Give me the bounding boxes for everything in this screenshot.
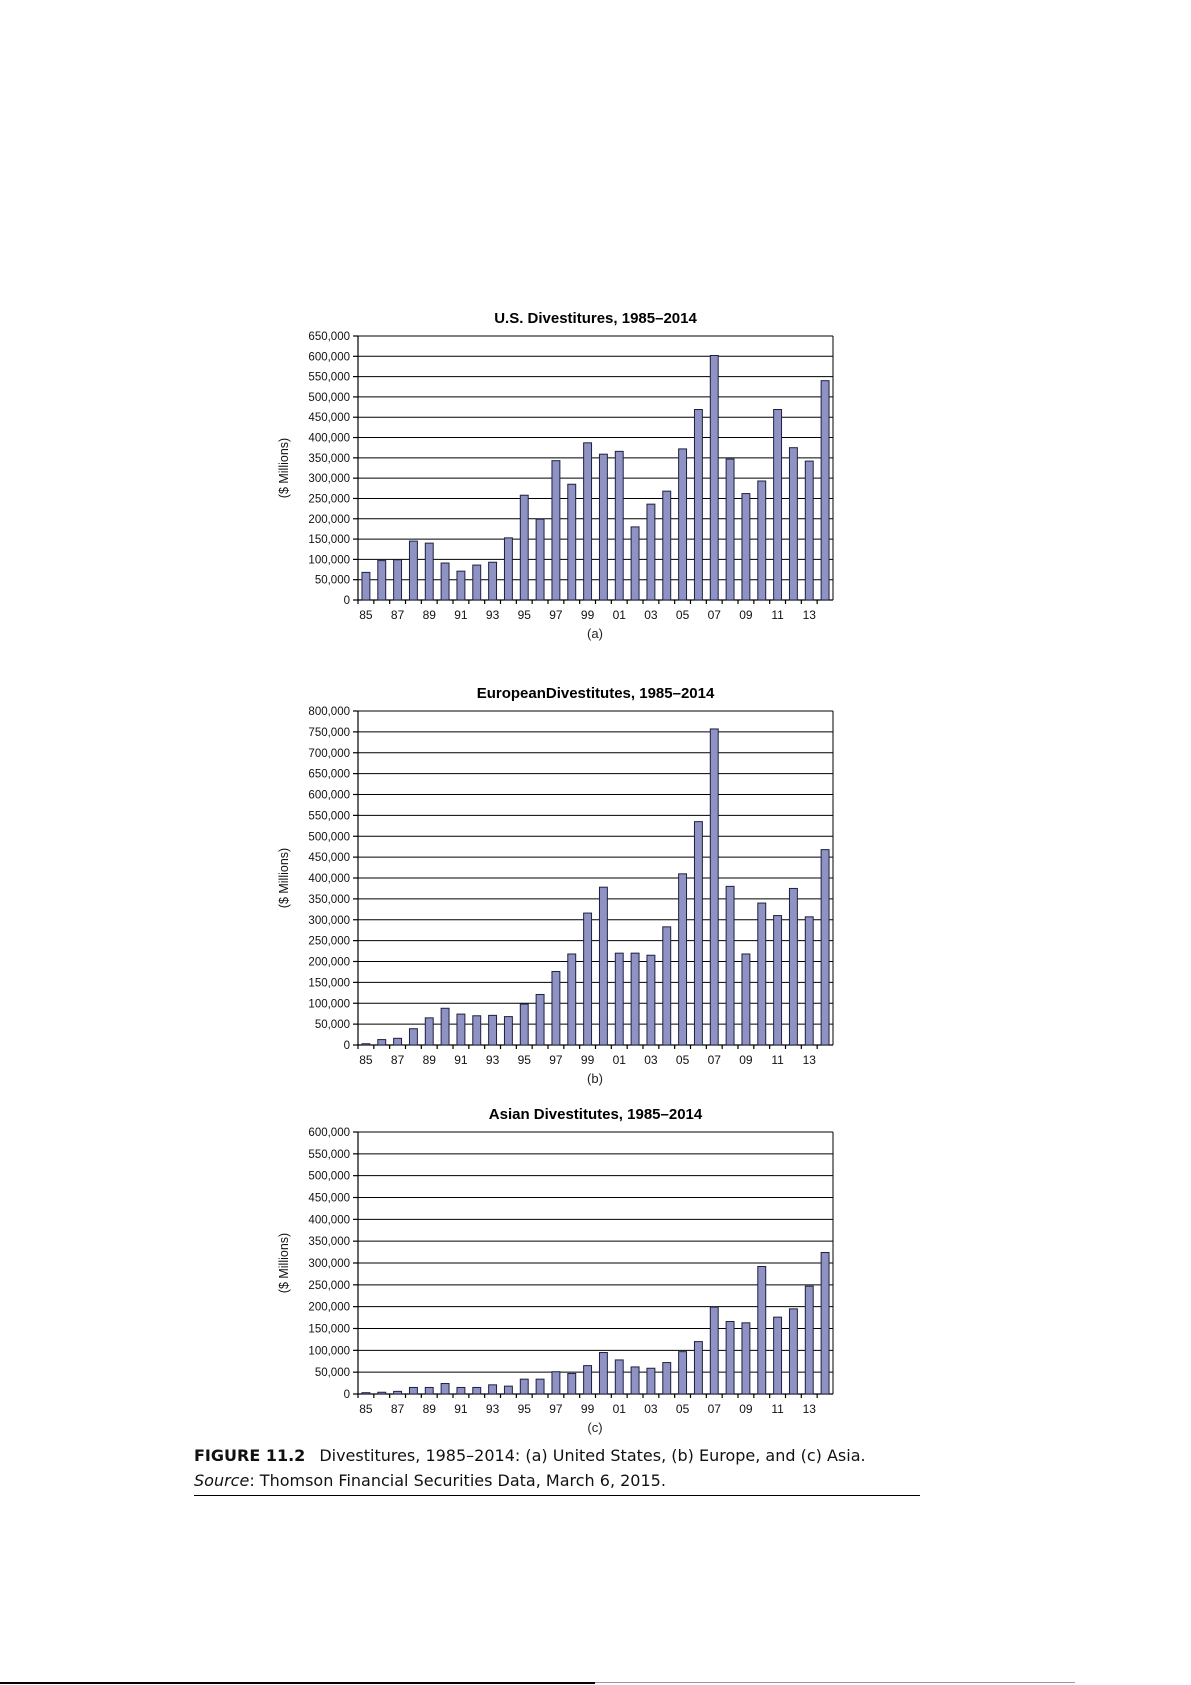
y-tick-label: 800,000 — [308, 706, 350, 718]
x-tick-label: 85 — [359, 608, 373, 622]
y-tick-label: 350,000 — [308, 1236, 350, 1249]
y-tick-label: 250,000 — [308, 935, 350, 948]
x-tick-label: 09 — [739, 608, 753, 622]
bar-98 — [568, 1373, 576, 1394]
bar-90 — [441, 1008, 449, 1045]
x-tick-label: 03 — [644, 1402, 658, 1416]
chart-title: U.S. Divestitures, 1985–2014 — [494, 310, 697, 327]
us-divestitures-chart — [0, 300, 1191, 680]
x-tick-label: 13 — [802, 608, 816, 622]
x-tick-label: 05 — [675, 1053, 690, 1067]
bar-02 — [631, 1367, 639, 1394]
bar-87 — [394, 1391, 402, 1394]
y-tick-label: 0 — [343, 595, 350, 607]
bar-92 — [473, 1387, 481, 1394]
x-tick-label: 87 — [390, 1402, 405, 1416]
bar-99 — [584, 913, 592, 1045]
chart-title: EuropeanDivestitutes, 1985–2014 — [476, 685, 715, 702]
x-tick-label: 11 — [771, 1053, 784, 1067]
bar-97 — [552, 972, 560, 1045]
x-tick-label: 91 — [454, 1402, 468, 1416]
y-tick-label: 700,000 — [308, 747, 350, 760]
bar-97 — [552, 1372, 560, 1394]
x-tick-label: 93 — [485, 608, 500, 622]
bar-93 — [489, 1015, 497, 1045]
bar-95 — [520, 1004, 528, 1045]
bar-91 — [457, 1014, 465, 1045]
bar-00 — [599, 887, 607, 1045]
bar-05 — [679, 874, 687, 1045]
bar-12 — [789, 888, 797, 1045]
bar-98 — [568, 954, 576, 1045]
x-tick-label: 07 — [707, 1053, 721, 1067]
x-tick-label: 91 — [454, 608, 468, 622]
bar-01 — [615, 1360, 623, 1394]
asian-divestitures-chart — [0, 1108, 1191, 1468]
bar-99 — [584, 443, 592, 600]
y-tick-label: 300,000 — [308, 1258, 350, 1270]
y-tick-label: 400,000 — [308, 873, 350, 885]
x-tick-label: 93 — [485, 1402, 500, 1416]
y-tick-label: 450,000 — [308, 1192, 350, 1205]
source-text: : Thomson Financial Securities Data, March 6, 2015. — [249, 1471, 666, 1490]
y-tick-label: 150,000 — [308, 1323, 350, 1336]
bar-06 — [694, 822, 702, 1045]
bar-07 — [710, 355, 718, 600]
bar-96 — [536, 994, 544, 1045]
x-tick-label: 85 — [359, 1402, 373, 1416]
bar-91 — [457, 1387, 465, 1394]
bar-02 — [631, 953, 639, 1045]
bar-90 — [441, 1384, 449, 1394]
bar-07 — [710, 729, 718, 1045]
bar-98 — [568, 484, 576, 600]
y-tick-label: 400,000 — [308, 432, 350, 445]
x-tick-label: 03 — [644, 608, 658, 622]
x-tick-label: 13 — [802, 1402, 816, 1416]
y-tick-label: 450,000 — [308, 412, 350, 425]
y-axis-label: ($ Millions) — [277, 1232, 291, 1294]
bar-94 — [504, 1017, 512, 1045]
x-tick-label: 11 — [771, 608, 784, 622]
y-tick-label: 200,000 — [308, 513, 350, 526]
caption-rule — [194, 1495, 920, 1496]
y-tick-label: 0 — [343, 1389, 350, 1401]
x-tick-label: 89 — [422, 1053, 436, 1067]
panel-label: (a) — [587, 626, 603, 641]
bar-04 — [663, 1363, 671, 1394]
source-label: Source — [194, 1471, 250, 1490]
bar-09 — [742, 494, 750, 600]
y-tick-label: 350,000 — [308, 452, 350, 465]
x-tick-label: 91 — [454, 1053, 468, 1067]
bar-97 — [552, 461, 560, 600]
y-tick-label: 350,000 — [308, 893, 350, 906]
y-tick-label: 300,000 — [308, 473, 350, 486]
y-tick-label: 400,000 — [308, 1214, 350, 1227]
x-tick-label: 93 — [485, 1053, 500, 1067]
bar-00 — [599, 454, 607, 600]
y-tick-label: 600,000 — [308, 789, 350, 802]
x-tick-label: 09 — [739, 1053, 753, 1067]
y-tick-label: 550,000 — [308, 371, 350, 384]
y-tick-label: 200,000 — [308, 956, 350, 969]
bar-85 — [362, 572, 370, 600]
source-line — [194, 1468, 924, 1493]
x-tick-label: 89 — [422, 1402, 436, 1416]
bar-01 — [615, 953, 623, 1045]
bar-09 — [742, 954, 750, 1045]
y-tick-label: 0 — [343, 1040, 350, 1052]
bar-11 — [774, 410, 782, 600]
y-tick-label: 100,000 — [308, 1345, 350, 1358]
x-tick-label: 87 — [390, 608, 405, 622]
figure-caption — [194, 1443, 924, 1493]
x-tick-label: 95 — [517, 1053, 531, 1067]
bar-12 — [789, 448, 797, 600]
x-tick-label: 05 — [675, 608, 690, 622]
bar-88 — [409, 1029, 417, 1045]
bar-91 — [457, 571, 465, 600]
bar-13 — [805, 1286, 813, 1394]
figure-label: FIGURE 11.2 — [194, 1446, 306, 1465]
bar-95 — [520, 495, 528, 600]
bar-03 — [647, 504, 655, 600]
panel-label: (b) — [587, 1071, 603, 1086]
bar-93 — [489, 562, 497, 600]
bar-08 — [726, 1322, 734, 1394]
bar-92 — [473, 565, 481, 600]
bar-86 — [378, 561, 386, 600]
x-tick-label: 97 — [549, 608, 563, 622]
bar-88 — [409, 541, 417, 600]
bar-94 — [504, 1386, 512, 1394]
caption-text: Divestitures, 1985–2014: (a) United States, (b) Europe, and (c) Asia. — [319, 1446, 866, 1465]
bar-05 — [679, 1352, 687, 1394]
bar-10 — [758, 1266, 766, 1394]
y-tick-label: 300,000 — [308, 914, 350, 927]
bar-08 — [726, 886, 734, 1045]
x-tick-label: 97 — [549, 1402, 563, 1416]
bar-95 — [520, 1379, 528, 1394]
x-tick-label: 99 — [580, 608, 595, 622]
y-tick-label: 250,000 — [308, 1279, 350, 1292]
bar-10 — [758, 903, 766, 1045]
bar-06 — [694, 1342, 702, 1394]
bar-99 — [584, 1366, 592, 1394]
bar-01 — [615, 451, 623, 600]
y-tick-label: 600,000 — [308, 1127, 350, 1139]
bar-96 — [536, 1379, 544, 1394]
bar-03 — [647, 1368, 655, 1394]
y-tick-label: 150,000 — [308, 977, 350, 990]
bar-00 — [599, 1353, 607, 1394]
bar-94 — [504, 538, 512, 600]
x-tick-label: 07 — [707, 1402, 721, 1416]
y-tick-label: 500,000 — [308, 1170, 350, 1183]
y-tick-label: 750,000 — [308, 726, 350, 739]
chart-title: Asian Divestitutes, 1985–2014 — [488, 1106, 703, 1123]
y-tick-label: 550,000 — [308, 810, 350, 823]
bar-10 — [758, 481, 766, 600]
x-tick-label: 09 — [739, 1402, 753, 1416]
y-tick-label: 600,000 — [308, 351, 350, 364]
bar-11 — [774, 1317, 782, 1394]
bar-92 — [473, 1016, 481, 1045]
bar-06 — [694, 410, 702, 600]
bar-11 — [774, 916, 782, 1045]
y-tick-label: 50,000 — [314, 1019, 350, 1032]
y-tick-label: 50,000 — [314, 1367, 350, 1380]
y-tick-label: 50,000 — [314, 574, 350, 587]
bar-96 — [536, 519, 544, 600]
y-tick-label: 150,000 — [308, 534, 350, 547]
x-tick-label: 05 — [675, 1402, 690, 1416]
y-tick-label: 200,000 — [308, 1301, 350, 1314]
bar-87 — [394, 1038, 402, 1045]
bar-87 — [394, 560, 402, 600]
bar-13 — [805, 461, 813, 600]
y-tick-label: 550,000 — [308, 1148, 350, 1161]
bar-14 — [821, 1253, 829, 1394]
bar-86 — [378, 1392, 386, 1394]
x-tick-label: 95 — [517, 608, 531, 622]
bar-85 — [362, 1393, 370, 1394]
bar-02 — [631, 527, 639, 600]
bar-05 — [679, 449, 687, 600]
y-tick-label: 500,000 — [308, 391, 350, 404]
bar-04 — [663, 491, 671, 600]
y-tick-label: 100,000 — [308, 554, 350, 567]
x-tick-label: 03 — [644, 1053, 658, 1067]
bar-03 — [647, 955, 655, 1045]
x-tick-label: 01 — [612, 1053, 626, 1067]
bar-89 — [425, 1387, 433, 1394]
x-tick-label: 99 — [580, 1053, 595, 1067]
bar-14 — [821, 850, 829, 1045]
bar-89 — [425, 1018, 433, 1045]
x-tick-label: 95 — [517, 1402, 531, 1416]
bar-07 — [710, 1307, 718, 1394]
x-tick-label: 01 — [612, 1402, 626, 1416]
bar-12 — [789, 1309, 797, 1394]
bar-86 — [378, 1040, 386, 1045]
bar-88 — [409, 1387, 417, 1394]
y-tick-label: 250,000 — [308, 493, 350, 506]
x-tick-label: 97 — [549, 1053, 563, 1067]
x-tick-label: 11 — [771, 1402, 784, 1416]
x-tick-label: 99 — [580, 1402, 595, 1416]
y-tick-label: 650,000 — [308, 768, 350, 781]
x-tick-label: 89 — [422, 608, 436, 622]
x-tick-label: 07 — [707, 608, 721, 622]
bar-08 — [726, 459, 734, 600]
page-footer-rule-dark — [0, 1682, 595, 1684]
bar-90 — [441, 563, 449, 600]
y-tick-label: 500,000 — [308, 831, 350, 844]
x-tick-label: 87 — [390, 1053, 405, 1067]
european-divestitures-chart — [0, 685, 1191, 1085]
panel-label: (c) — [587, 1420, 603, 1435]
x-tick-label: 85 — [359, 1053, 373, 1067]
caption-line — [194, 1443, 924, 1468]
bar-09 — [742, 1323, 750, 1394]
bar-13 — [805, 917, 813, 1045]
x-tick-label: 01 — [612, 608, 626, 622]
y-tick-label: 100,000 — [308, 998, 350, 1011]
bar-93 — [489, 1385, 497, 1394]
y-axis-label: ($ Millions) — [277, 847, 291, 909]
y-tick-label: 650,000 — [308, 331, 350, 343]
y-axis-label: ($ Millions) — [277, 437, 291, 499]
bar-14 — [821, 381, 829, 600]
bar-89 — [425, 543, 433, 600]
bar-04 — [663, 927, 671, 1045]
y-tick-label: 450,000 — [308, 852, 350, 865]
bar-85 — [362, 1044, 370, 1045]
x-tick-label: 13 — [802, 1053, 816, 1067]
